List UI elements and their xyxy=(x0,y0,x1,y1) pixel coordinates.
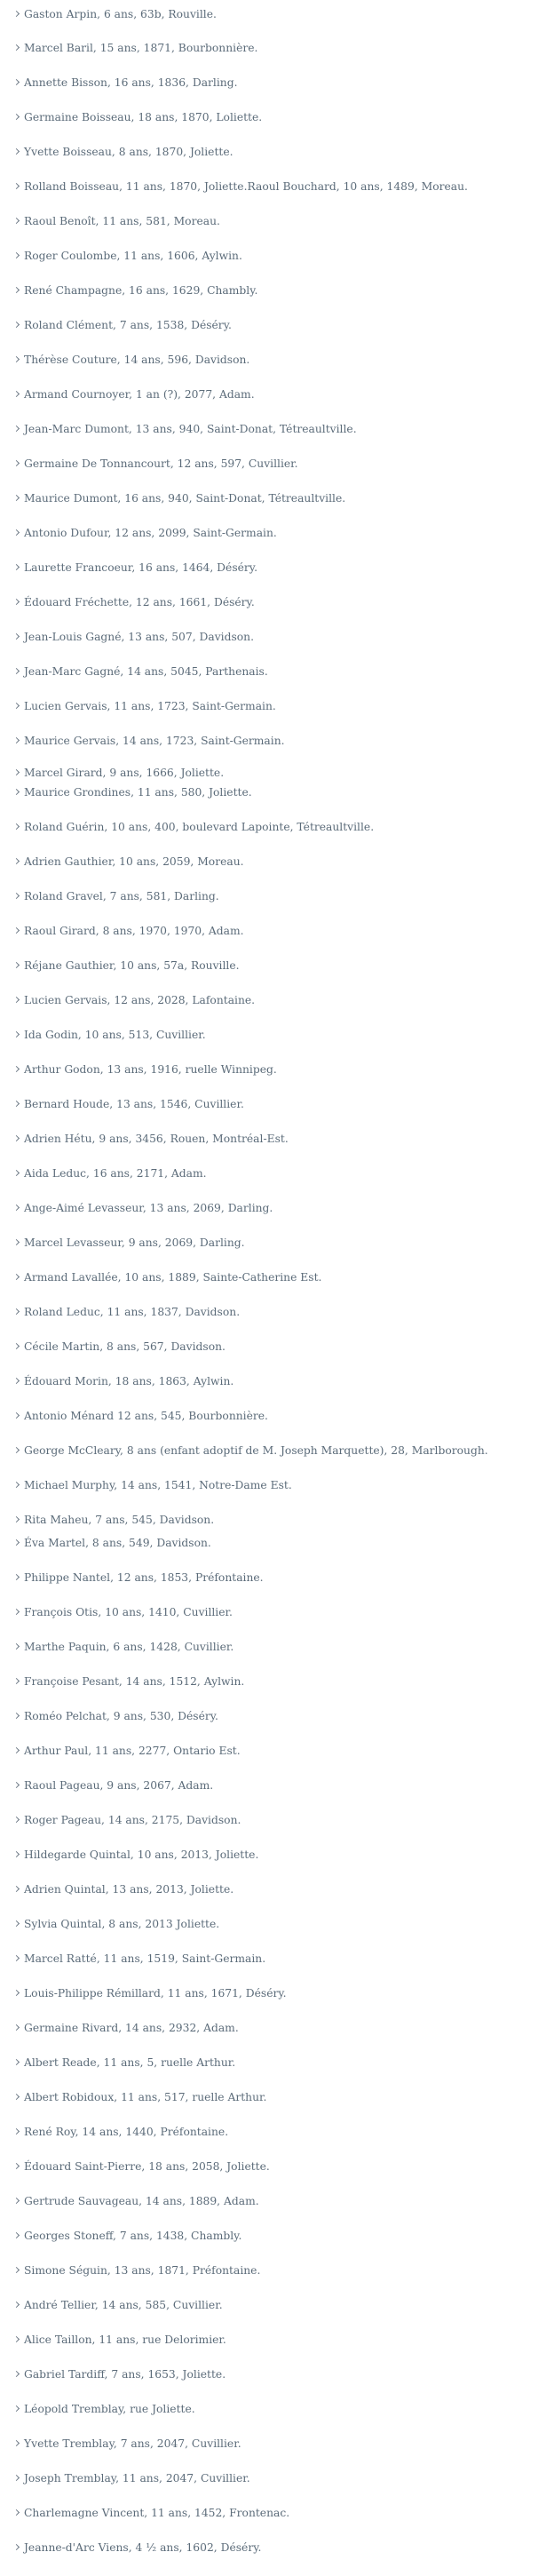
list-item-text: Michael Murphy, 14 ans, 1541, Notre-Dame Est. xyxy=(24,1479,292,1491)
chevron-right-icon xyxy=(14,558,23,577)
list-item xyxy=(14,1637,233,1657)
list-item xyxy=(14,1025,206,1045)
chevron-right-icon xyxy=(14,2469,23,2488)
list-item xyxy=(14,1475,292,1495)
chevron-right-icon xyxy=(14,1706,23,1726)
chevron-right-icon xyxy=(14,1741,23,1761)
chevron-right-icon xyxy=(14,489,23,508)
chevron-right-icon xyxy=(14,2295,23,2315)
list-item xyxy=(14,886,219,906)
chevron-right-icon xyxy=(14,852,23,871)
list-item-text: Adrien Hétu, 9 ans, 3456, Rouen, Montréal-Est. xyxy=(24,1133,289,1145)
list-item xyxy=(14,1984,287,2003)
list-item-text: Ange-Aimé Levasseur, 13 ans, 2069, Darling. xyxy=(24,1202,273,1214)
list-item xyxy=(14,2087,266,2107)
chevron-right-icon xyxy=(14,2087,23,2107)
list-item-text: Raoul Girard, 8 ans, 1970, 1970, Adam. xyxy=(24,925,244,937)
list-item xyxy=(14,2365,226,2384)
list-item xyxy=(14,1406,268,1426)
list-item-text: Maurice Grondines, 11 ans, 580, Joliette. xyxy=(24,786,252,799)
chevron-right-icon xyxy=(14,1949,23,1968)
chevron-right-icon xyxy=(14,1602,23,1622)
list-item xyxy=(14,1533,211,1553)
list-item xyxy=(14,385,255,404)
chevron-right-icon xyxy=(14,696,23,716)
list-item xyxy=(14,1268,321,1287)
chevron-right-icon xyxy=(14,2122,23,2142)
chevron-right-icon xyxy=(14,2018,23,2038)
list-item-text: Maurice Dumont, 16 ans, 940, Saint-Donat, Tétreaultville. xyxy=(24,492,346,505)
list-item xyxy=(14,142,233,162)
chevron-right-icon xyxy=(14,1810,23,1830)
list-item xyxy=(14,1845,258,1864)
list-item-text: Bernard Houde, 13 ans, 1546, Cuvillier. xyxy=(24,1098,244,1110)
list-item xyxy=(14,1880,233,1899)
chevron-right-icon xyxy=(14,385,23,404)
list-item-text: Marcel Ratté, 11 ans, 1519, Saint-Germain. xyxy=(24,1952,266,1965)
list-item-text: Alice Taillon, 11 ans, rue Delorimier. xyxy=(24,2334,226,2346)
chevron-right-icon xyxy=(14,246,23,266)
list-item xyxy=(14,315,232,335)
list-item-text: Lucien Gervais, 12 ans, 2028, Lafontaine. xyxy=(24,994,256,1006)
chevron-right-icon xyxy=(14,1164,23,1183)
list-item-text: Roland Leduc, 11 ans, 1837, Davidson. xyxy=(24,1306,241,1318)
list-item-text: Adrien Gauthier, 10 ans, 2059, Moreau. xyxy=(24,855,244,868)
chevron-right-icon xyxy=(14,211,23,231)
list-item-text: Roland Clément, 7 ans, 1538, Déséry. xyxy=(24,319,232,331)
list-item xyxy=(14,2053,235,2072)
list-item-text: Jean-Marc Dumont, 13 ans, 940, Saint-Donat, Tétreaultville. xyxy=(24,423,357,435)
list-item-text: René Roy, 14 ans, 1440, Préfontaine. xyxy=(24,2126,229,2138)
list-item-text: Éva Martel, 8 ans, 549, Davidson. xyxy=(24,1537,211,1549)
list-item xyxy=(14,1741,241,1761)
list-item xyxy=(14,489,345,508)
chevron-right-icon xyxy=(14,2191,23,2211)
chevron-right-icon xyxy=(14,2503,23,2523)
list-item-text: Armand Lavallée, 10 ans, 1889, Sainte-Catherine Est. xyxy=(24,1271,322,1284)
list-item xyxy=(14,1094,244,1114)
list-item xyxy=(14,1914,219,1934)
chevron-right-icon xyxy=(14,2226,23,2246)
list-item xyxy=(14,1568,264,1587)
list-item xyxy=(14,783,252,802)
chevron-right-icon xyxy=(14,731,23,751)
list-item xyxy=(14,592,255,612)
list-item-text: Rolland Boisseau, 11 ans, 1870, Joliette.Raoul Bouchard, 10 ans, 1489, Moreau. xyxy=(24,180,468,193)
list-item-text: Gabriel Tardiff, 7 ans, 1653, Joliette. xyxy=(24,2368,226,2381)
list-item-text: Maurice Gervais, 14 ans, 1723, Saint-Germain. xyxy=(24,735,285,747)
list-item-text: Germaine De Tonnancourt, 12 ans, 597, Cuvillier. xyxy=(24,457,298,470)
chevron-right-icon xyxy=(14,350,23,370)
list-item-text: Albert Robidoux, 11 ans, 517, ruelle Arthur. xyxy=(24,2091,267,2103)
list-item-text: Albert Reade, 11 ans, 5, ruelle Arthur. xyxy=(24,2056,236,2069)
chevron-right-icon xyxy=(14,956,23,975)
list-item xyxy=(14,523,277,543)
list-item xyxy=(14,763,224,783)
list-item xyxy=(14,696,276,716)
list-item-text: Jean-Marc Gagné, 14 ans, 5045, Parthenais. xyxy=(24,665,268,678)
list-item-text: Laurette Francoeur, 16 ans, 1464, Déséry. xyxy=(24,561,258,574)
list-item xyxy=(14,1371,233,1391)
chevron-right-icon xyxy=(14,990,23,1010)
list-item-text: Yvette Tremblay, 7 ans, 2047, Cuvillier. xyxy=(24,2437,241,2450)
chevron-right-icon xyxy=(14,4,23,24)
list-item xyxy=(14,1949,265,1968)
list-item-text: René Champagne, 16 ans, 1629, Chambly. xyxy=(24,284,258,297)
list-item xyxy=(14,2261,260,2280)
list-item xyxy=(14,1510,214,1530)
list-item xyxy=(14,2122,228,2142)
chevron-right-icon xyxy=(14,886,23,906)
list-item xyxy=(14,1441,488,1460)
list-item xyxy=(14,1060,277,1079)
list-item xyxy=(14,662,268,681)
list-item xyxy=(14,1233,245,1252)
list-item xyxy=(14,1302,240,1322)
list-item xyxy=(14,419,357,439)
list-item xyxy=(14,956,240,975)
list-item-text: Armand Cournoyer, 1 an (?), 2077, Adam. xyxy=(24,388,255,401)
list-item xyxy=(14,1810,241,1830)
list-item xyxy=(14,731,285,751)
list-item-text: Gertrude Sauvageau, 14 ans, 1889, Adam. xyxy=(24,2195,259,2207)
list-item-text: Raoul Pageau, 9 ans, 2067, Adam. xyxy=(24,1779,214,1792)
list-item xyxy=(14,38,257,58)
chevron-right-icon xyxy=(14,1914,23,1934)
list-item-text: Lucien Gervais, 11 ans, 1723, Saint-Germain. xyxy=(24,700,276,712)
chevron-right-icon xyxy=(14,142,23,162)
list-item-text: Joseph Tremblay, 11 ans, 2047, Cuvillier. xyxy=(24,2472,250,2485)
chevron-right-icon xyxy=(14,2538,23,2557)
list-item-text: Marcel Girard, 9 ans, 1666, Joliette. xyxy=(24,767,225,779)
chevron-right-icon xyxy=(14,921,23,941)
chevron-right-icon xyxy=(14,73,23,92)
list-item-text: André Tellier, 14 ans, 585, Cuvillier. xyxy=(24,2299,223,2311)
list-item xyxy=(14,1337,226,1356)
list-item xyxy=(14,454,298,473)
list-item xyxy=(14,73,237,92)
list-item-text: Roland Guérin, 10 ans, 400, boulevard Lapointe, Tétreaultville. xyxy=(24,821,375,833)
list-item xyxy=(14,107,262,127)
list-item-text: Simone Séguin, 13 ans, 1871, Préfontaine. xyxy=(24,2264,261,2277)
list-item-text: Yvette Boisseau, 8 ans, 1870, Joliette. xyxy=(24,146,233,158)
list-item-text: Édouard Fréchette, 12 ans, 1661, Déséry. xyxy=(24,596,255,608)
list-item-text: Édouard Morin, 18 ans, 1863, Aylwin. xyxy=(24,1375,234,1387)
list-item-text: Marcel Baril, 15 ans, 1871, Bourbonnière. xyxy=(24,42,258,54)
list-item-text: Adrien Quintal, 13 ans, 2013, Joliette. xyxy=(24,1883,234,1896)
list-item xyxy=(14,350,249,370)
list-item xyxy=(14,1129,289,1149)
chevron-right-icon xyxy=(14,1025,23,1045)
chevron-right-icon xyxy=(14,2330,23,2349)
chevron-right-icon xyxy=(14,107,23,127)
list-item xyxy=(14,1164,207,1183)
chevron-right-icon xyxy=(14,592,23,612)
list-item xyxy=(14,2399,195,2419)
list-item-text: Sylvia Quintal, 8 ans, 2013 Joliette. xyxy=(24,1918,220,1930)
chevron-right-icon xyxy=(14,1337,23,1356)
chevron-right-icon xyxy=(14,1129,23,1149)
list-item xyxy=(14,281,257,300)
list-item xyxy=(14,2191,259,2211)
list-item-text: Léopold Tremblay, rue Joliette. xyxy=(24,2403,195,2415)
list-item xyxy=(14,2538,261,2557)
list-item-text: Marcel Levasseur, 9 ans, 2069, Darling. xyxy=(24,1236,245,1249)
list-item-text: Germaine Boisseau, 18 ans, 1870, Loliette. xyxy=(24,111,263,123)
chevron-right-icon xyxy=(14,1637,23,1657)
chevron-right-icon xyxy=(14,315,23,335)
list-item xyxy=(14,1198,273,1218)
list-item-text: Roger Pageau, 14 ans, 2175, Davidson. xyxy=(24,1814,241,1826)
list-item xyxy=(14,2469,250,2488)
list-item xyxy=(14,4,217,24)
list-item-text: Réjane Gauthier, 10 ans, 57a, Rouville. xyxy=(24,959,240,972)
list-item-text: Antonio Dufour, 12 ans, 2099, Saint-Germain. xyxy=(24,527,277,539)
chevron-right-icon xyxy=(14,2157,23,2176)
list-item xyxy=(14,2157,270,2176)
chevron-right-icon xyxy=(14,523,23,543)
chevron-right-icon xyxy=(14,419,23,439)
list-item-text: Gaston Arpin, 6 ans, 63b, Rouville. xyxy=(24,8,217,20)
list-item-text: Aida Leduc, 16 ans, 2171, Adam. xyxy=(24,1167,207,1180)
list-item xyxy=(14,990,255,1010)
chevron-right-icon xyxy=(14,662,23,681)
chevron-right-icon xyxy=(14,2399,23,2419)
chevron-right-icon xyxy=(14,1198,23,1218)
list-item-text: Rita Maheu, 7 ans, 545, Davidson. xyxy=(24,1514,215,1526)
list-item xyxy=(14,177,468,196)
list-item xyxy=(14,1672,244,1691)
list-item xyxy=(14,921,244,941)
list-item-text: Roland Gravel, 7 ans, 581, Darling. xyxy=(24,890,219,902)
list-item xyxy=(14,852,244,871)
chevron-right-icon xyxy=(14,1094,23,1114)
list-item-text: Roger Coulombe, 11 ans, 1606, Aylwin. xyxy=(24,250,242,262)
list-item-text: Ida Godin, 10 ans, 513, Cuvillier. xyxy=(24,1029,206,1041)
list-item-text: Arthur Paul, 11 ans, 2277, Ontario Est. xyxy=(24,1745,241,1757)
list-item-text: Jean-Louis Gagné, 13 ans, 507, Davidson. xyxy=(24,631,255,643)
list-item-text: Cécile Martin, 8 ans, 567, Davidson. xyxy=(24,1340,226,1353)
chevron-right-icon xyxy=(14,817,23,837)
chevron-right-icon xyxy=(14,1984,23,2003)
chevron-right-icon xyxy=(14,281,23,300)
chevron-right-icon xyxy=(14,454,23,473)
chevron-right-icon xyxy=(14,1845,23,1864)
chevron-right-icon xyxy=(14,177,23,196)
list-item-text: Georges Stoneff, 7 ans, 1438, Chambly. xyxy=(24,2230,242,2242)
list-item-text: Thérèse Couture, 14 ans, 596, Davidson. xyxy=(24,354,250,366)
list-item-text: Jeanne-d'Arc Viens, 4 ½ ans, 1602, Déséry. xyxy=(24,2541,262,2554)
chevron-right-icon xyxy=(14,1475,23,1495)
list-item-text: Françoise Pesant, 14 ans, 1512, Aylwin. xyxy=(24,1675,245,1688)
list-item-text: Germaine Rivard, 14 ans, 2932, Adam. xyxy=(24,2022,239,2034)
list-item xyxy=(14,211,220,231)
chevron-right-icon xyxy=(14,763,23,783)
chevron-right-icon xyxy=(14,1268,23,1287)
list-item-text: Hildegarde Quintal, 10 ans, 2013, Joliette. xyxy=(24,1849,259,1861)
chevron-right-icon xyxy=(14,2053,23,2072)
chevron-right-icon xyxy=(14,2261,23,2280)
chevron-right-icon xyxy=(14,1880,23,1899)
list-item-text: Annette Bisson, 16 ans, 1836, Darling. xyxy=(24,76,238,89)
list-item xyxy=(14,627,254,647)
list-item-text: George McCleary, 8 ans (enfant adoptif de M. Joseph Marquette), 28, Marlborough. xyxy=(24,1444,488,1457)
list-item xyxy=(14,2330,226,2349)
chevron-right-icon xyxy=(14,1510,23,1530)
chevron-right-icon xyxy=(14,1672,23,1691)
chevron-right-icon xyxy=(14,1060,23,1079)
list-item-text: François Otis, 10 ans, 1410, Cuvillier. xyxy=(24,1606,233,1618)
list-item-text: Arthur Godon, 13 ans, 1916, ruelle Winnipeg. xyxy=(24,1063,277,1076)
list-item xyxy=(14,817,374,837)
list-item xyxy=(14,2295,223,2315)
chevron-right-icon xyxy=(14,1371,23,1391)
list-item-text: Antonio Ménard 12 ans, 545, Bourbonnière. xyxy=(24,1410,268,1422)
list-item xyxy=(14,246,242,266)
list-item-text: Roméo Pelchat, 9 ans, 530, Déséry. xyxy=(24,1710,218,1722)
chevron-right-icon xyxy=(14,38,23,58)
chevron-right-icon xyxy=(14,1233,23,1252)
list-item-text: Philippe Nantel, 12 ans, 1853, Préfontaine. xyxy=(24,1571,264,1584)
list-item xyxy=(14,2503,289,2523)
chevron-right-icon xyxy=(14,783,23,802)
chevron-right-icon xyxy=(14,2434,23,2453)
list-item xyxy=(14,2226,241,2246)
list-item-text: Louis-Philippe Rémillard, 11 ans, 1671, Déséry. xyxy=(24,1987,287,2000)
chevron-right-icon xyxy=(14,1441,23,1460)
list-item-text: Raoul Benoît, 11 ans, 581, Moreau. xyxy=(24,215,220,227)
chevron-right-icon xyxy=(14,627,23,647)
list-item-text: Édouard Saint-Pierre, 18 ans, 2058, Joliette. xyxy=(24,2160,270,2173)
list-item xyxy=(14,2018,239,2038)
chevron-right-icon xyxy=(14,2365,23,2384)
list-item-text: Charlemagne Vincent, 11 ans, 1452, Frontenac. xyxy=(24,2507,290,2519)
list-item xyxy=(14,558,257,577)
chevron-right-icon xyxy=(14,1568,23,1587)
list-item-text: Marthe Paquin, 6 ans, 1428, Cuvillier. xyxy=(24,1641,234,1653)
chevron-right-icon xyxy=(14,1406,23,1426)
list-item xyxy=(14,2434,241,2453)
list-item xyxy=(14,1776,213,1795)
list-item xyxy=(14,1602,233,1622)
chevron-right-icon xyxy=(14,1533,23,1553)
chevron-right-icon xyxy=(14,1776,23,1795)
chevron-right-icon xyxy=(14,1302,23,1322)
list-item xyxy=(14,1706,218,1726)
